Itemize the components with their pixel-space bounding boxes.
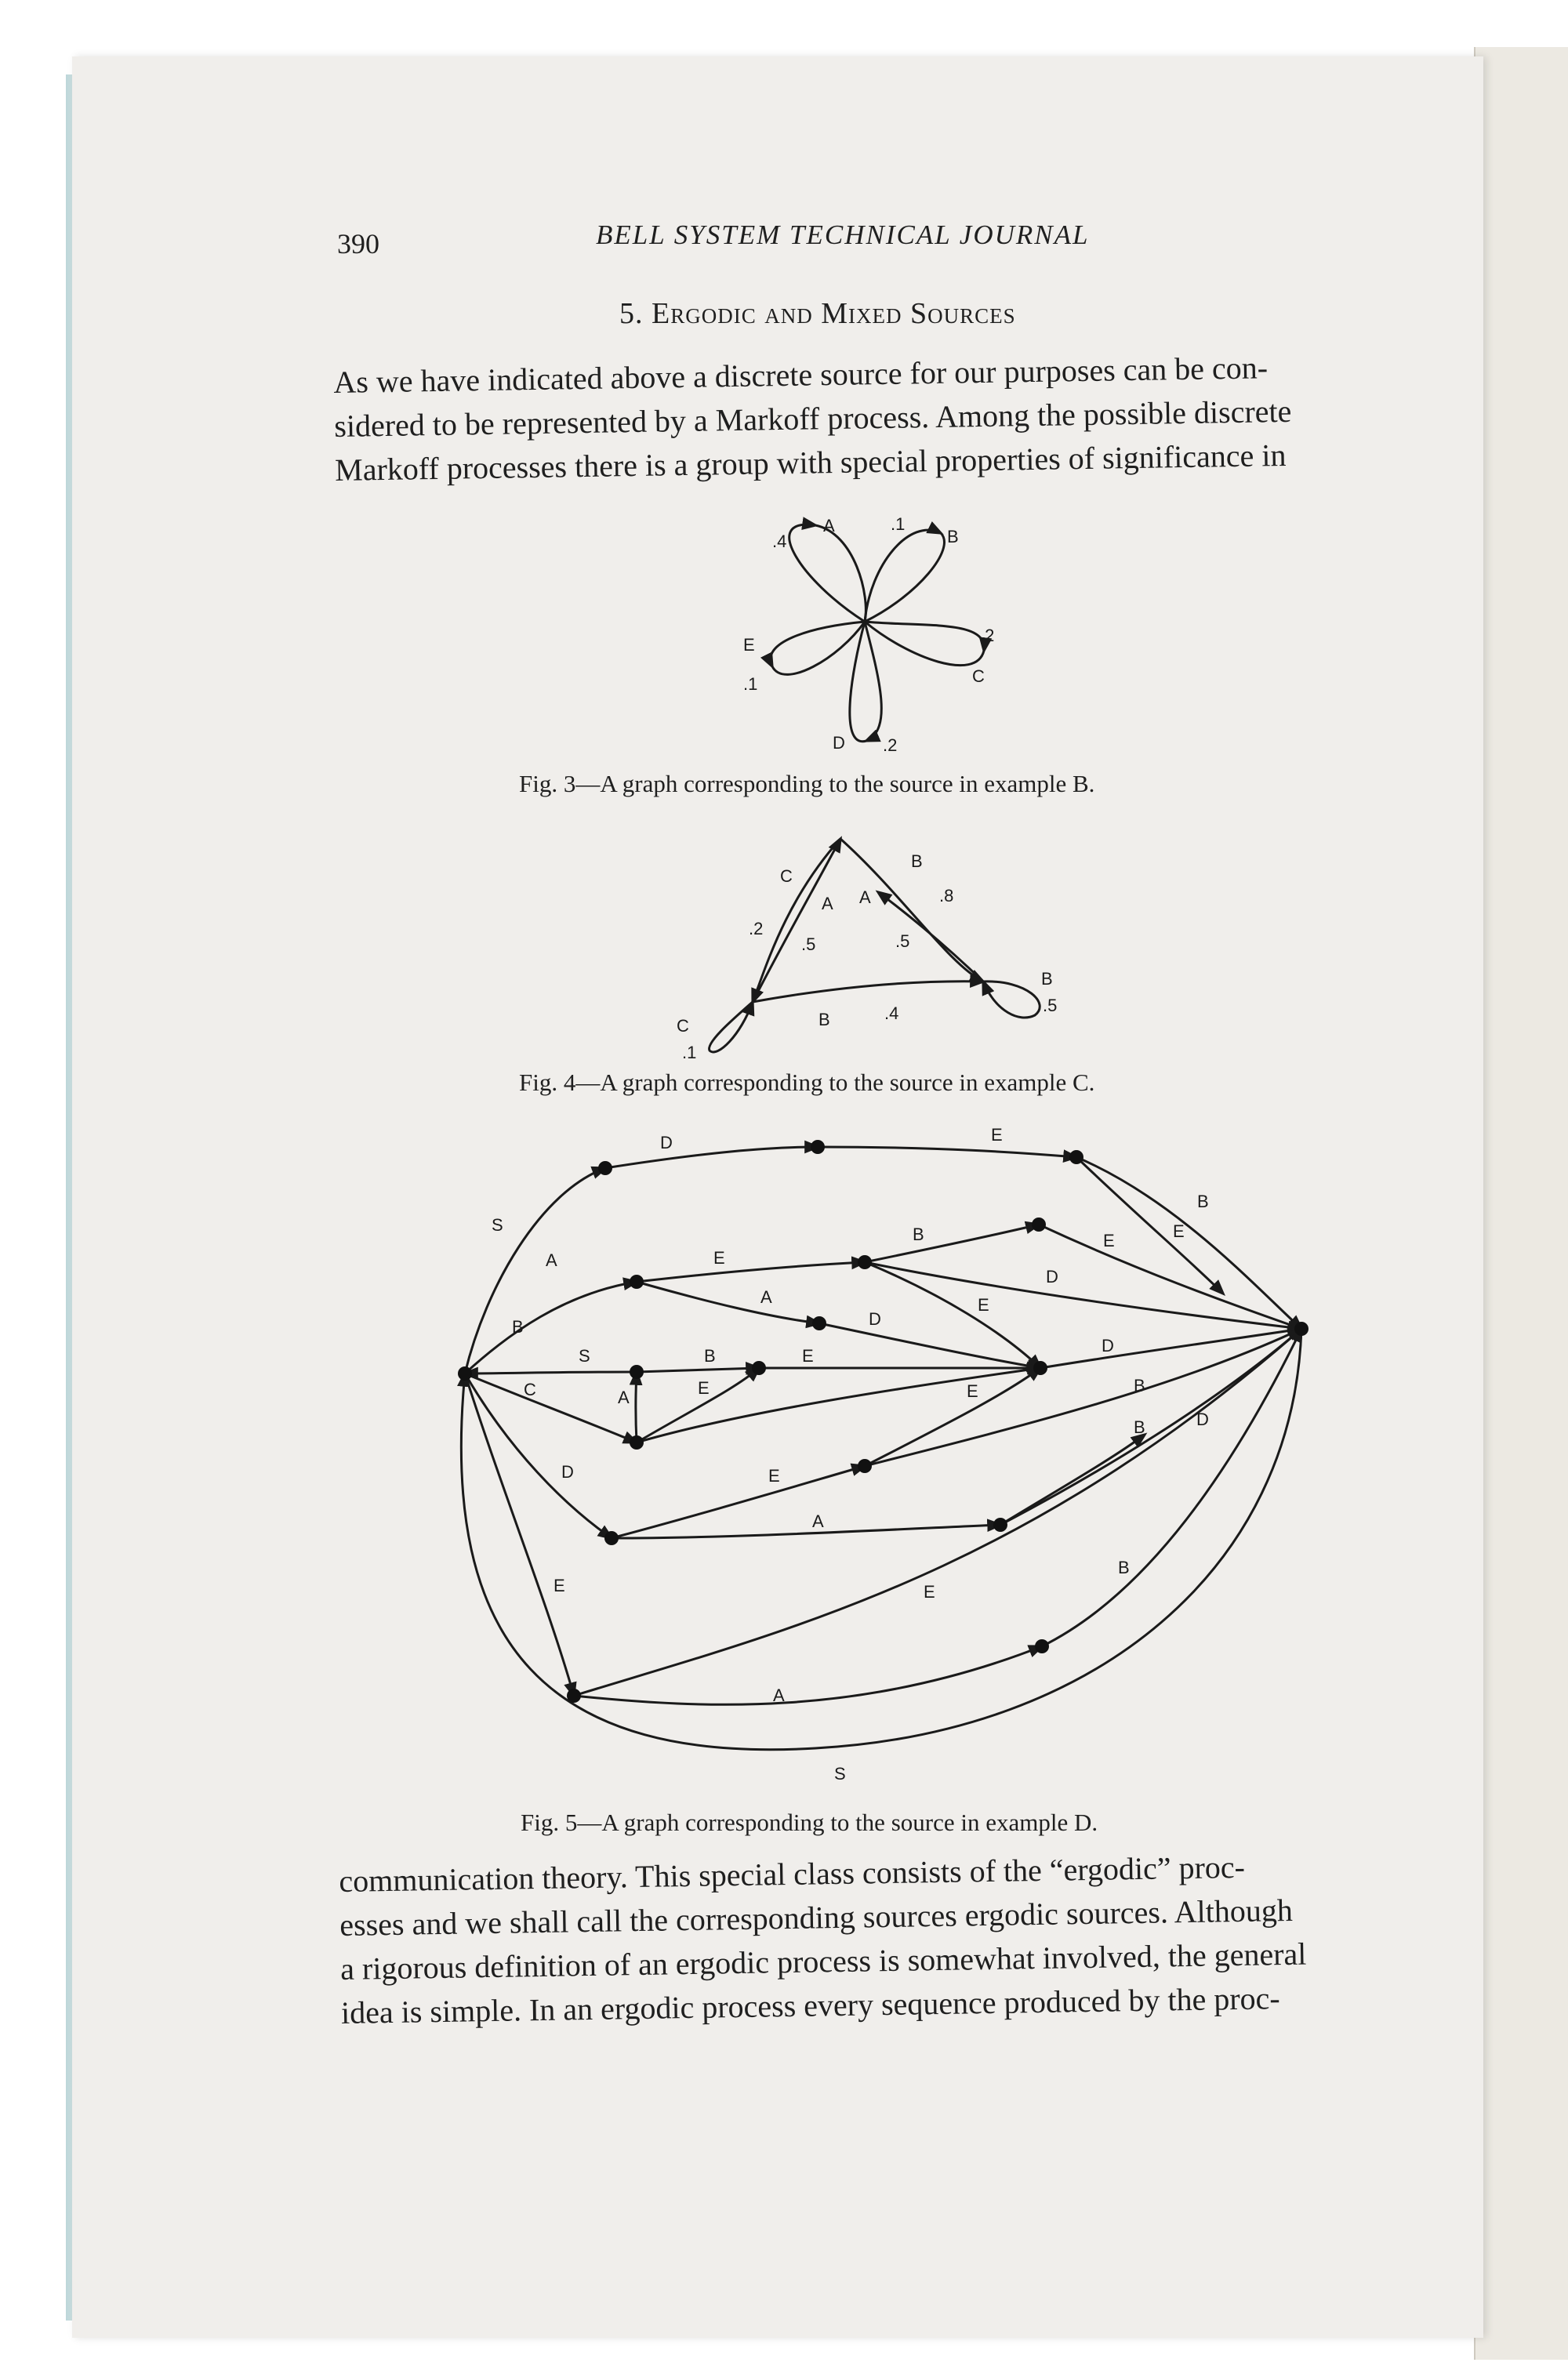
fig5-label: C [524,1380,536,1399]
running-header: BELL SYSTEM TECHNICAL JOURNAL [596,220,1090,250]
fig5-label: E [713,1248,725,1268]
fig5-node [858,1255,872,1269]
fig5-edge [465,1282,637,1374]
fig3-label: .4 [772,532,787,551]
fig5-label: B [1118,1558,1130,1577]
fig5-node [604,1531,619,1545]
fig5-node [812,1316,826,1330]
fig5-label: B [1134,1376,1145,1395]
fig5-edge [865,1225,1039,1262]
fig5-label: B [512,1317,524,1337]
fig5-node [858,1459,872,1473]
fig3-label: D [833,733,845,753]
fig5-node [811,1140,825,1154]
fig4-loop [983,982,1040,1018]
fig5-label: E [802,1346,814,1366]
fig5-edge [465,1168,605,1374]
fig5-edge [637,1368,759,1372]
fig4-label: A [822,894,833,913]
fig5-edge [637,1282,819,1323]
fig4-loop [710,1002,753,1052]
fig3-label: .1 [891,514,906,534]
fig4-label: A [859,887,871,907]
figure-5-caption: Fig. 5—A graph corresponding to the source in example D. [521,1809,1098,1836]
fig3-loop-d [865,622,881,741]
fig5-edge [465,1374,574,1696]
fig5-label: B [1197,1192,1209,1211]
fig4-label: B [1041,969,1053,989]
fig5-edge [637,1262,865,1282]
paragraph-line: Markoff processes there is a group with special properties of significance in [334,437,1287,488]
paragraph-line: communication theory. This special class consists of the “ergodic” proc- [339,1849,1246,1899]
fig5-node [1069,1150,1083,1164]
fig3-graph [771,524,985,742]
fig5-edge [1000,1435,1145,1525]
fig4-label: .5 [1043,996,1058,1015]
fig3-loop-c-return [865,622,984,666]
fig3-label: C [972,666,985,686]
fig5-node [993,1518,1007,1532]
fig4-label: .4 [884,1003,899,1023]
fig5-node [458,1366,472,1381]
fig5-label: E [768,1466,780,1486]
fig5-edge [465,1374,612,1538]
fig5-node [1032,1217,1046,1232]
fig5-label: A [760,1287,772,1307]
fig5-label: E [1173,1221,1185,1241]
fig5-node [1294,1322,1308,1336]
fig5-label: E [1103,1231,1115,1250]
fig5-label: D [660,1133,673,1152]
fig5-node [630,1435,644,1450]
fig5-edge [612,1466,865,1538]
fig3-label: E [743,635,755,655]
fig5-label: S [492,1215,503,1235]
fig3-label: A [823,516,835,535]
fig5-edge [1000,1329,1301,1525]
fig5-label: E [554,1576,565,1595]
fig5-label: D [1102,1336,1114,1355]
fig5-edge [818,1147,1076,1157]
paragraph-line: sidered to be represented by a Markoff process. Among the possible discrete [333,393,1292,444]
fig4-graph [710,839,1040,1052]
fig4-edge [753,839,840,1002]
fig5-label: A [773,1686,785,1705]
fig4-edge [753,982,983,1002]
fig5-label: E [978,1295,989,1315]
fig4-label: B [911,851,923,871]
fig5-edge [605,1147,818,1168]
fig4-label: .5 [895,931,910,951]
fig4-label: C [780,866,793,886]
fig5-label: D [561,1462,574,1482]
fig5-edge [865,1368,1040,1466]
fig3-loop-e [771,622,865,666]
fig4-edge [878,892,983,982]
fig4-label: B [818,1010,830,1029]
section-heading: 5. Ergodic and Mixed Sources [619,297,1016,330]
fig5-edge [865,1329,1301,1466]
fig5-node [630,1275,644,1289]
fig3-label: .1 [743,674,758,694]
paragraph-line: esses and we shall call the corresponding sources ergodic sources. Although [339,1892,1294,1943]
fig5-label: D [1046,1267,1058,1286]
fig4-label: .2 [749,919,764,938]
fig5-node [1035,1639,1049,1653]
fig5-node [567,1689,581,1703]
fig3-label: .2 [980,626,995,645]
page-number: 390 [337,228,379,259]
fig5-edge [1042,1329,1301,1646]
paragraph-bottom [339,1842,1432,2035]
fig5-edge [612,1525,1000,1538]
fig5-edge [465,1372,637,1374]
fig5-label: A [812,1511,824,1531]
fig3-loop-a [789,524,865,622]
fig5-label: S [834,1764,846,1784]
fig5-label: E [991,1125,1003,1145]
fig5-node [598,1161,612,1175]
fig3-loop-b [865,530,941,622]
figure-3-caption: Fig. 3—A graph corresponding to the source in example B. [519,770,1095,797]
fig4-label: .1 [682,1043,697,1062]
fig5-label: A [546,1250,557,1270]
fig5-label: B [913,1225,924,1244]
fig5-edge [819,1323,1040,1368]
paragraph-line: As we have indicated above a discrete source for our purposes can be con- [333,350,1269,400]
fig5-edge [636,1372,637,1442]
fig4-label: C [677,1016,689,1036]
fig5-node [1033,1361,1047,1375]
fig3-label: B [947,527,959,546]
fig5-label: E [698,1378,710,1398]
fig5-label: D [1196,1410,1209,1429]
fig5-node [752,1361,766,1375]
paragraph-line: a rigorous definition of an ergodic process is somewhat involved, the general [339,1936,1307,1987]
fig5-label: E [967,1381,978,1401]
figure-4-caption: Fig. 4—A graph corresponding to the source in example C. [519,1069,1095,1096]
fig4-label: .5 [801,934,816,954]
fig5-edge [865,1262,1301,1329]
fig5-label: E [924,1582,935,1602]
paragraph-line: idea is simple. In an ergodic process every sequence produced by the proc- [340,1980,1280,2030]
fig3-loop-a-return [815,525,866,622]
fig4-label: .8 [939,886,954,905]
fig3-label: .2 [883,735,898,755]
fig5-label: S [579,1346,590,1366]
fig5-label: B [704,1346,716,1366]
fig5-label: D [869,1309,881,1329]
fig5-edge [465,1374,637,1442]
fig5-label: A [618,1388,630,1407]
fig5-node [630,1365,644,1379]
fig3-loop-d-return [850,622,866,742]
fig5-label: B [1134,1417,1145,1437]
